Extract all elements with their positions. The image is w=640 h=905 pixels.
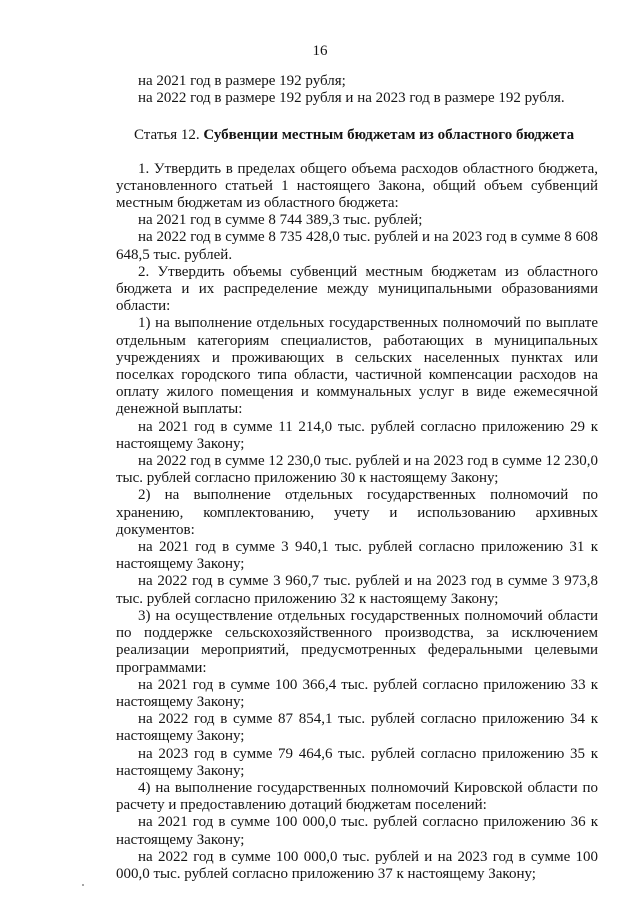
scan-dot bbox=[82, 884, 84, 886]
paragraph: на 2022 год в сумме 100 000,0 тыс. рублей и на 2023 год в сумме 100 000,0 тыс. рублей согласно приложению 37 к настоящему Закону; bbox=[116, 848, 598, 882]
paragraph: на 2021 год в сумме 100 000,0 тыс. рублей согласно приложению 36 к настоящему Закону; bbox=[116, 814, 598, 848]
paragraph: на 2023 год в сумме 79 464,6 тыс. рублей согласно приложению 35 к настоящему Закону; bbox=[116, 745, 598, 779]
article-prefix: Статья 12. bbox=[134, 127, 200, 144]
paragraph: на 2022 год в сумме 12 230,0 тыс. рублей и на 2023 год в сумме 12 230,0 тыс. рублей согласно приложению 30 к настоящему Закону; bbox=[116, 453, 598, 487]
article-title: Субвенции местным бюджетам из областного бюджета bbox=[203, 127, 575, 144]
paragraph: на 2022 год в сумме 8 735 428,0 тыс. рублей и на 2023 год в сумме 8 608 648,5 тыс. рублей. bbox=[116, 229, 598, 263]
paragraph: 3) на осуществление отдельных государственных полномочий области по поддержке сельскохозяйственного производства, за исключением реализации мероприятий, предусмотренных федеральными целевыми программами: bbox=[116, 607, 598, 676]
paragraph: на 2021 год в сумме 3 940,1 тыс. рублей согласно приложению 31 к настоящему Закону; bbox=[116, 539, 598, 573]
paragraph: 4) на выполнение государственных полномочий Кировской области по расчету и предоставлению дотаций бюджетам поселений: bbox=[116, 779, 598, 814]
paragraph: на 2022 год в сумме 3 960,7 тыс. рублей и на 2023 год в сумме 3 973,8 тыс. рублей согласно приложению 32 к настоящему Закону; bbox=[116, 573, 598, 607]
paragraph: на 2021 год в сумме 8 744 389,3 тыс. рублей; bbox=[138, 212, 423, 229]
top-line-2: на 2022 год в размере 192 рубля и на 2023 год в размере 192 рубля. bbox=[138, 90, 565, 107]
paragraph: 2) на выполнение отдельных государственных полномочий по хранению, комплектованию, учету и использованию архивных документов: bbox=[116, 487, 598, 538]
top-line-1: на 2021 год в размере 192 рубля; bbox=[138, 73, 346, 89]
paragraph: 1. Утвердить в пределах общего объема расходов областного бюджета, установленного статьей 1 настоящего Закона, общий объем субвенций местным бюджетам из областного бюджета: bbox=[116, 160, 598, 212]
page-number: 16 bbox=[312, 43, 328, 59]
paragraph: на 2022 год в сумме 87 854,1 тыс. рублей согласно приложению 34 к настоящему Закону; bbox=[116, 711, 598, 745]
paragraph: 1) на выполнение отдельных государственных полномочий по выплате отдельным категориям специалистов, работающих в муниципальных учреждениях и проживающих в сельских населенных пунктах или поселках городского типа области, частичной компенсации расходов на оплату жилого помещения и коммунальных услуг в виде ежемесячной денежной выплаты: bbox=[116, 315, 598, 418]
document-body bbox=[116, 73, 598, 883]
paragraph: на 2021 год в сумме 100 366,4 тыс. рублей согласно приложению 33 к настоящему Закону; bbox=[116, 676, 598, 710]
article-heading bbox=[116, 127, 598, 144]
paragraph: 2. Утвердить объемы субвенций местным бюджетам из областного бюджета и их распределение между муниципальными образованиями области: bbox=[116, 263, 598, 315]
paragraph: на 2021 год в сумме 11 214,0 тыс. рублей согласно приложению 29 к настоящему Закону; bbox=[116, 418, 598, 452]
